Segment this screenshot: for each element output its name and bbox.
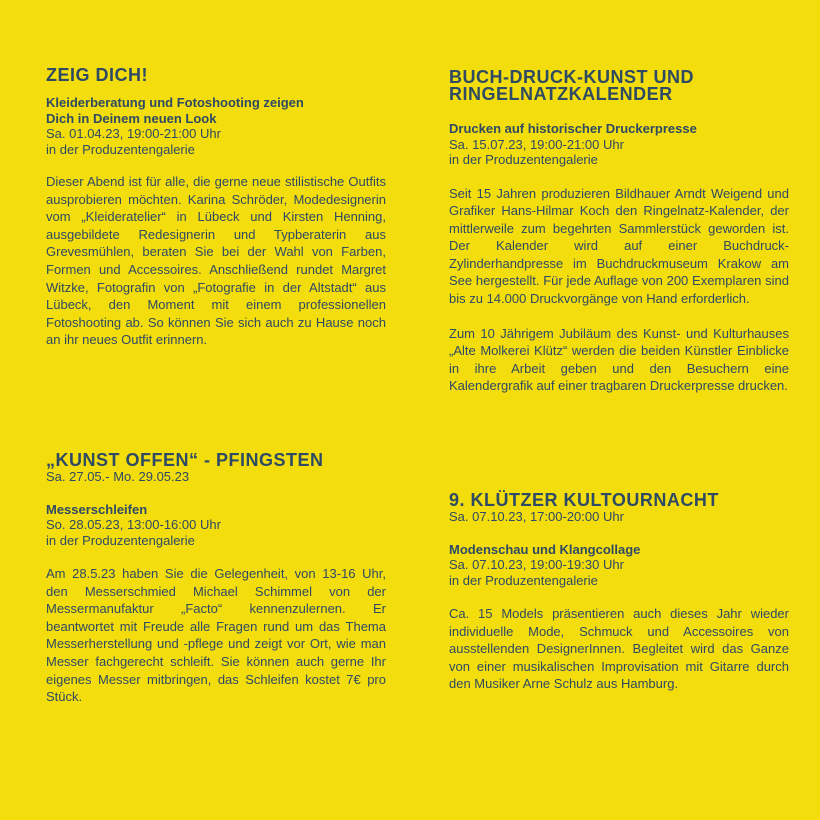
event-subtitle: Drucken auf historischer Druckerpresse — [449, 121, 697, 136]
event-subtitle: Modenschau und Klangcollage — [449, 541, 641, 557]
event-location: in der Produzentengalerie — [449, 152, 598, 167]
event-dates: Sa. 07.10.23, 17:00-20:00 Uhr — [449, 509, 624, 524]
event-date: Sa. 01.04.23, 19:00-21:00 Uhr — [46, 126, 221, 141]
section-title: ZEIG DICH! — [46, 65, 148, 85]
section-title-line: RINGELNATZKALENDER — [449, 84, 673, 104]
section-zeig-dich — [46, 67, 386, 349]
event-date: Sa. 15.07.23, 19:00-21:00 Uhr — [449, 136, 624, 152]
section-kultournacht — [449, 492, 789, 693]
event-location: in der Produzentengalerie — [449, 572, 598, 588]
event-description: Ca. 15 Models präsentieren auch dieses Jahr wieder individuelle Mode, Schmuck und Accessoires von ausstellenden DesignerInnen. Begleitet wird das Ganze von einer musikalischen Improvisation mit Gitarre durch den Musiker Arne Schulz aus Hamburg. — [449, 606, 789, 692]
event-dates: Sa. 27.05.- Mo. 29.05.23 — [46, 469, 190, 484]
event-location: in der Produzentengalerie — [46, 532, 195, 548]
section-title-line: BUCH-DRUCK-KUNST UND — [449, 67, 694, 87]
section-title: 9. KLÜTZER KULTOURNACHT — [449, 490, 719, 510]
event-subtitle: Messerschleifen — [46, 501, 148, 517]
event-date: Sa. 07.10.23, 19:00-19:30 Uhr — [449, 557, 624, 572]
event-description: Dieser Abend ist für alle, die gerne neue stilistische Outfits ausprobieren möchten. Karina Schröder, Modedesignerin vom „Kleideratelier“ in Lübeck und Kirsten Henning, ausgebildete Redesignerin und Typberaterin aus Grevesmühlen, beraten Sie bei der Wahl von Farben, Formen und Accessoires. Anschließend rundet Margret Witzke, Fotografin von „Fotografie in der Altstadt“ aus Lübeck, den Moment mit einem professionellen Fotoshooting ab. So können Sie sich auch zu Hause noch an ihr neues Outfit erinnern. — [46, 174, 386, 348]
event-description: Seit 15 Jahren produzieren Bildhauer Arndt Weigend und Grafiker Hans-Hilmar Koch den Ringelnatz-Kalender, der mittlerweile zum begehrten Sammlerstück geworden ist. Der Kalender wird auf einer Buchdruck-Zylinderhandpresse im Buchdruckmuseum Krakow am See hergestellt. Für jede Auflage von 200 Exemplaren sind bis zu 14.000 Druckvorgänge von Hand erforderlich. — [449, 185, 789, 307]
event-location: in der Produzentengalerie — [46, 141, 195, 157]
section-title: „KUNST OFFEN“ - PFINGSTEN — [46, 450, 324, 470]
event-description: Am 28.5.23 haben Sie die Gelegenheit, von 13-16 Uhr, den Messerschmied Michael Schimmel von der Messermanufaktur „Facto“ kennenzulernen. Er beantwortet mit Freude alle Fragen rund um das Thema Messerherstellung und -pflege und zeigt vor Ort, wie man Messer fachgerecht schleift. Sie können auch gerne Ihr eigenes Messer mitbringen, das Schleifen kostet 7€ pro Stück. — [46, 566, 386, 705]
event-description: Zum 10 Jährigem Jubiläum des Kunst- und Kulturhauses „Alte Molkerei Klütz“ werden die beiden Künstler Einblicke in ihre Arbeit geben und den Besuchern eine Kalendergrafik auf einer tragbaren Druckerpresse drucken. — [449, 325, 789, 394]
event-date: So. 28.05.23, 13:00-16:00 Uhr — [46, 517, 221, 532]
event-subtitle: Kleiderberatung und Fotoshooting zeigen — [46, 95, 304, 110]
section-kunst-offen — [46, 452, 386, 706]
section-buch-druck-kunst — [449, 69, 789, 395]
event-subtitle: Dich in Deinem neuen Look — [46, 110, 217, 126]
